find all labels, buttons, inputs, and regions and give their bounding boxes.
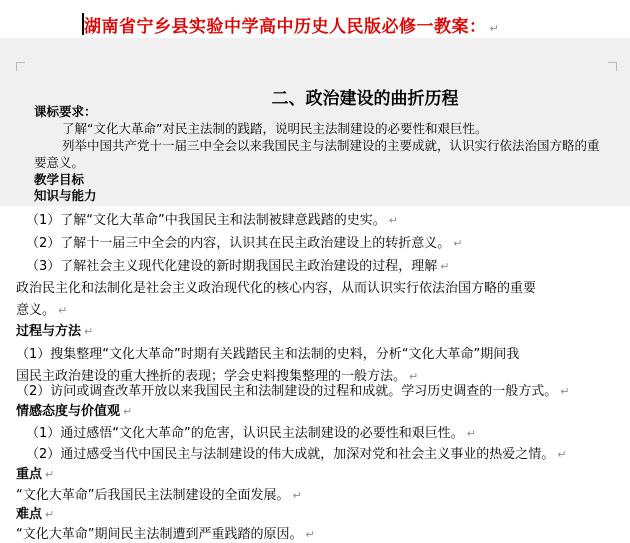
- process-item-continued: 国民主政治建设的重大挫折的表现；学会史料搜集整理的一般方法。 ↵: [16, 369, 419, 384]
- document-title: [84, 12, 499, 37]
- process-item: （2）访问或调查改革开放以来我国民主和法制建设的过程和成就。学习历史调查的一般方式。 ↵: [16, 384, 570, 399]
- difficulty-text: “文化大革命”期间民主法制遭到严重践踏的原因。 ↵: [16, 527, 315, 542]
- knowledge-item-continued: 政治民主化和法制化是社会主义政治现代化的核心内容，从而认识实行依法治国方略的重要: [16, 281, 537, 296]
- document-title-text: 湖南省宁乡县实验中学高中历史人民版必修一教案：: [84, 17, 487, 37]
- knowledge-item: （3）了解社会主义现代化建设的新时期我国民主政治建设的过程，理解 ↵: [26, 259, 450, 274]
- standard-item: 列举中国共产党十一届三中全会以来我国民主与法制建设的主要成就，认识实行依法治国方略的重: [62, 138, 600, 153]
- focus-heading: 重点 ↵: [16, 467, 55, 482]
- process-heading: 过程与方法 ↵: [16, 324, 94, 339]
- values-heading: 情感态度与价值观 ↵: [16, 404, 133, 419]
- standard-item: 了解“文化大革命”对民主法制的践踏，说明民主法制建设的必要性和艰巨性。: [62, 121, 488, 136]
- lesson-title: 二、政治建设的曲折历程: [271, 89, 459, 109]
- paragraph-mark-icon: ↵: [489, 22, 500, 35]
- margin-corner-mark: [608, 62, 617, 71]
- knowledge-item-continued: 意义。 ↵: [16, 303, 68, 318]
- values-item: （2）通过感受当代中国民主与法制建设的伟大成就，加深对党和社会主义事业的热爱之情。 ↵: [26, 447, 567, 462]
- difficulty-heading: 难点 ↵: [16, 507, 55, 522]
- focus-text: “文化大革命”后我国民主法制建设的全面发展。 ↵: [16, 488, 302, 503]
- knowledge-heading: 知识与能力: [34, 188, 97, 203]
- knowledge-item: （2）了解十一届三中全会的内容，认识其在民主政治建设上的转折意义。 ↵: [26, 236, 463, 251]
- goals-heading: 教学目标: [34, 172, 85, 187]
- knowledge-item: （1）了解“文化大革命”中我国民主和法制被肆意践踏的史实。 ↵: [26, 213, 398, 228]
- values-item: （1）通过感悟“文化大革命”的危害，认识民主法制建设的必要性和艰巨性。 ↵: [26, 426, 476, 441]
- standards-heading: 课标要求：: [34, 104, 97, 119]
- margin-corner-mark: [16, 62, 25, 71]
- process-item: （1）搜集整理“文化大革命”时期有关践踏民主和法制的史料，分析“文化大革命”期间我: [16, 347, 520, 362]
- standard-item-continued: 要意义。: [34, 155, 85, 170]
